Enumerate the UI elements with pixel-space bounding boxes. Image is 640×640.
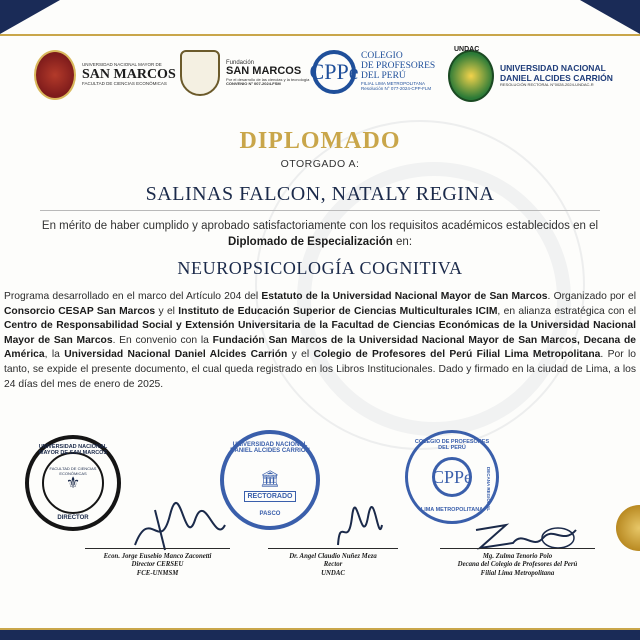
signature-line-2	[268, 548, 398, 549]
body-bold-segment: Fundación San Marcos de la Universidad Nacional Mayor de San Marcos, Decana de América	[4, 334, 637, 361]
cpp-mark-icon: CPPe	[312, 50, 356, 94]
merit-bold: Diplomado de Especialización	[227, 236, 393, 249]
frame-corner-left	[0, 0, 60, 34]
gold-seal-icon	[616, 505, 640, 551]
undac-seal-label: RECTORADO	[244, 491, 297, 502]
fundacion-big: SAN MARCOS	[226, 65, 302, 78]
cpp-l3: DEL PERÚ	[361, 71, 406, 82]
signature-2-icon	[328, 505, 388, 560]
fundacion-conv: CONVENIO N° 007-2024-FSM	[226, 80, 281, 86]
merit-pre: En mérito de haber cumplido y aprobado satisfactoriamente con los requisitos académicos establecidos en el	[41, 220, 599, 232]
body-bold-segment: Colegio de Profesores del Perú Filial Lima Metropolitana	[313, 349, 601, 361]
frame-corner-right	[580, 0, 640, 34]
gold-rule-top	[0, 34, 640, 36]
body-bold-segment: Estatuto de la Universidad Nacional Mayor de San Marcos	[261, 291, 548, 302]
body-bold-segment: Consorcio CESAP San Marcos	[4, 305, 156, 317]
program-name: NEUROPSICOLOGÍA COGNITIVA	[177, 258, 463, 278]
fundacion-shield-icon	[180, 50, 220, 96]
body-text-segment: Programa desarrollado en el marco del Artículo 204 del	[4, 291, 262, 302]
unmsm-sub: FACULTAD DE CIENCIAS ECONÓMICAS	[82, 81, 167, 87]
building-icon: 🏛	[259, 470, 281, 488]
undac-crest-icon	[448, 46, 494, 102]
body-paragraph	[4, 290, 636, 392]
merit-statement	[10, 218, 630, 250]
body-bold-segment: Centro de Responsabilidad Social y Extensión Universitaria de la Facultad de Ciencias Económicas de la Universidad Nacional Mayor de San Marcos	[4, 320, 636, 346]
unmsm-seal	[25, 435, 121, 531]
body-text-segment: y el	[287, 349, 314, 361]
cpp-logo	[309, 50, 436, 94]
undac-logo	[448, 46, 613, 102]
undac-seal	[220, 430, 320, 530]
body-text-segment: , la	[44, 349, 65, 361]
recipient-underline	[40, 210, 600, 211]
signatory-org: FCE-UNMSM	[136, 569, 179, 577]
signatory-role: Rector	[323, 561, 343, 569]
unmsm-seal-inner	[42, 452, 104, 514]
cpp-l1: COLEGIO	[361, 51, 403, 62]
body-bold-segment: Instituto de Educación Superior de Ciencias Multiculturales ICIM	[178, 305, 498, 317]
signature-1-icon	[125, 500, 235, 560]
cpp-l4: FILIAL LIMA METROPOLITANA	[361, 81, 426, 87]
signatory-role: Decana del Colegio de Profesores del Perú	[457, 561, 578, 569]
unmsm-seal-ring: UNIVERSIDAD NACIONAL MAYOR DE SAN MARCOS	[38, 444, 108, 456]
signature-block-1	[85, 553, 230, 578]
crest-icon: ⚜	[65, 475, 81, 492]
fundacion-logo	[180, 50, 309, 96]
cpp-l5: Resolución N° 077-2024-CPP-FLM	[361, 85, 432, 91]
undac-l2: DANIEL ALCIDES CARRIÓN	[500, 72, 613, 83]
signatory-name: Dr. Angel Claudio Nuñez Meza	[289, 553, 377, 560]
signatory-org: UNDAC	[321, 569, 345, 577]
cpp-seal-mark: CPPe	[432, 457, 472, 497]
undac-l3: RESOLUCIÓN RECTORAL N°0028-2024-UNDAC-R	[500, 82, 594, 88]
unmsm-crest-icon	[34, 50, 76, 100]
body-bold-segment: Universidad Nacional Daniel Alcides Carrión	[64, 349, 288, 361]
undac-l1: UNIVERSIDAD NACIONAL	[500, 63, 606, 74]
signatory-role: Director CERSEU	[131, 561, 184, 569]
signatory-name: Econ. Jorge Eusebio Manco Zaconetti	[103, 553, 212, 560]
unmsm-seal-inner-text: FACULTAD DE CIENCIAS ECONÓMICAS	[49, 466, 97, 476]
cpp-seal-side: DECANA REGIONAL	[486, 467, 491, 512]
unmsm-seal-label: DIRECTOR	[57, 515, 89, 521]
undac-crest-label: UNDAC	[454, 46, 480, 53]
unmsm-logo	[34, 50, 176, 100]
undac-seal-bottom: PASCO	[259, 511, 281, 517]
unmsm-big: SAN MARCOS	[82, 66, 176, 82]
body-text-segment: . Por lo tanto, se expide el presente documento, el cual queda registrado en los Libros Institucionales. Dado y firmado en la ciudad de Lima, a los 24 días del mes de enero de 2025.	[4, 349, 637, 390]
signature-block-3	[440, 553, 595, 578]
logo-header	[30, 46, 630, 120]
merit-post: en:	[396, 236, 413, 249]
signatory-org: Filial Lima Metropolitana	[480, 569, 555, 577]
diploma-title: DIPLOMADO	[239, 128, 401, 154]
body-text-segment: , en alianza estratégica con el	[497, 305, 636, 317]
cpp-seal-ring: COLEGIO DE PROFESORES DEL PERÚ	[414, 439, 490, 451]
awarded-to-label: OTORGADO A:	[280, 158, 360, 170]
body-text-segment: y el	[155, 305, 179, 317]
signature-line-3	[440, 548, 595, 549]
body-text-segment: . Organizado por el	[547, 291, 637, 302]
recipient-name: SALINAS FALCON, NATALY REGINA	[145, 183, 495, 205]
unmsm-small: UNIVERSIDAD NACIONAL MAYOR DE	[82, 61, 162, 67]
signature-block-2	[268, 553, 398, 578]
fundacion-small: Fundación	[226, 59, 255, 66]
fundacion-tiny: Por el desarrollo de las ciencias y la tecnología	[226, 76, 310, 82]
signatory-name: Mg. Zulma Tenorio Polo	[482, 553, 553, 560]
body-text-segment: . En convenio con la	[112, 334, 213, 346]
frame-bottom	[0, 630, 640, 640]
undac-seal-ring: UNIVERSIDAD NACIONAL DANIEL ALCIDES CARRIÓN	[230, 442, 310, 454]
cpp-l2: DE PROFESORES	[361, 61, 436, 72]
cpp-seal-bottom: LIMA METROPOLITANA	[420, 507, 484, 513]
signature-line-1	[85, 548, 230, 549]
